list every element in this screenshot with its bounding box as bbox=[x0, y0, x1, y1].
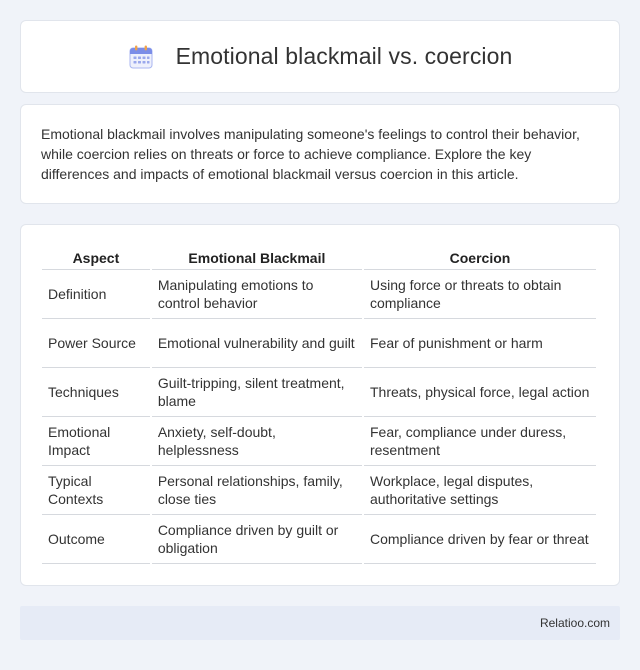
coercion-cell: Fear, compliance under duress, resentment bbox=[364, 417, 596, 466]
coercion-cell: Compliance driven by fear or threat bbox=[364, 515, 596, 564]
intro-card bbox=[20, 104, 620, 204]
intro-paragraph: Emotional blackmail involves manipulating someone's feelings to control their behavior, while coercion relies on threats or force to achieve compliance. Explore the key differences and impacts of emotional blackmail versus coercion in this article. bbox=[41, 126, 580, 182]
title-wrap bbox=[128, 43, 513, 70]
aspect-cell: Techniques bbox=[42, 368, 150, 417]
table-card bbox=[20, 224, 620, 586]
table-row bbox=[42, 319, 596, 368]
coercion-cell: Using force or threats to obtain compliance bbox=[364, 270, 596, 319]
page-title: Emotional blackmail vs. coercion bbox=[175, 43, 513, 69]
coercion-cell: Fear of punishment or harm bbox=[364, 319, 596, 368]
comparison-table bbox=[40, 243, 598, 564]
column-header-coercion: Coercion bbox=[364, 243, 596, 270]
footer-bar bbox=[20, 606, 620, 640]
emotional-blackmail-cell: Personal relationships, family, close ties bbox=[152, 466, 362, 515]
table-row bbox=[42, 417, 596, 466]
title-card bbox=[20, 20, 620, 93]
table-row bbox=[42, 515, 596, 564]
aspect-cell: Definition bbox=[42, 270, 150, 319]
aspect-cell: Typical Contexts bbox=[42, 466, 150, 515]
aspect-cell: Outcome bbox=[42, 515, 150, 564]
emotional-blackmail-cell: Guilt-tripping, silent treatment, blame bbox=[152, 368, 362, 417]
table-header-row bbox=[42, 243, 596, 270]
column-header-emotional-blackmail: Emotional Blackmail bbox=[152, 243, 362, 270]
emotional-blackmail-cell: Anxiety, self-doubt, helplessness bbox=[152, 417, 362, 466]
table-row bbox=[42, 466, 596, 515]
aspect-cell: Emotional Impact bbox=[42, 417, 150, 466]
coercion-cell: Threats, physical force, legal action bbox=[364, 368, 596, 417]
column-header-aspect: Aspect bbox=[42, 243, 150, 270]
aspect-cell: Power Source bbox=[42, 319, 150, 368]
emotional-blackmail-cell: Emotional vulnerability and guilt bbox=[152, 319, 362, 368]
table-row bbox=[42, 270, 596, 319]
calendar-icon bbox=[128, 44, 154, 70]
footer-site-name: Relatioo.com bbox=[539, 616, 610, 630]
emotional-blackmail-cell: Compliance driven by guilt or obligation bbox=[152, 515, 362, 564]
coercion-cell: Workplace, legal disputes, authoritative settings bbox=[364, 466, 596, 515]
table-row bbox=[42, 368, 596, 417]
emotional-blackmail-cell: Manipulating emotions to control behavior bbox=[152, 270, 362, 319]
